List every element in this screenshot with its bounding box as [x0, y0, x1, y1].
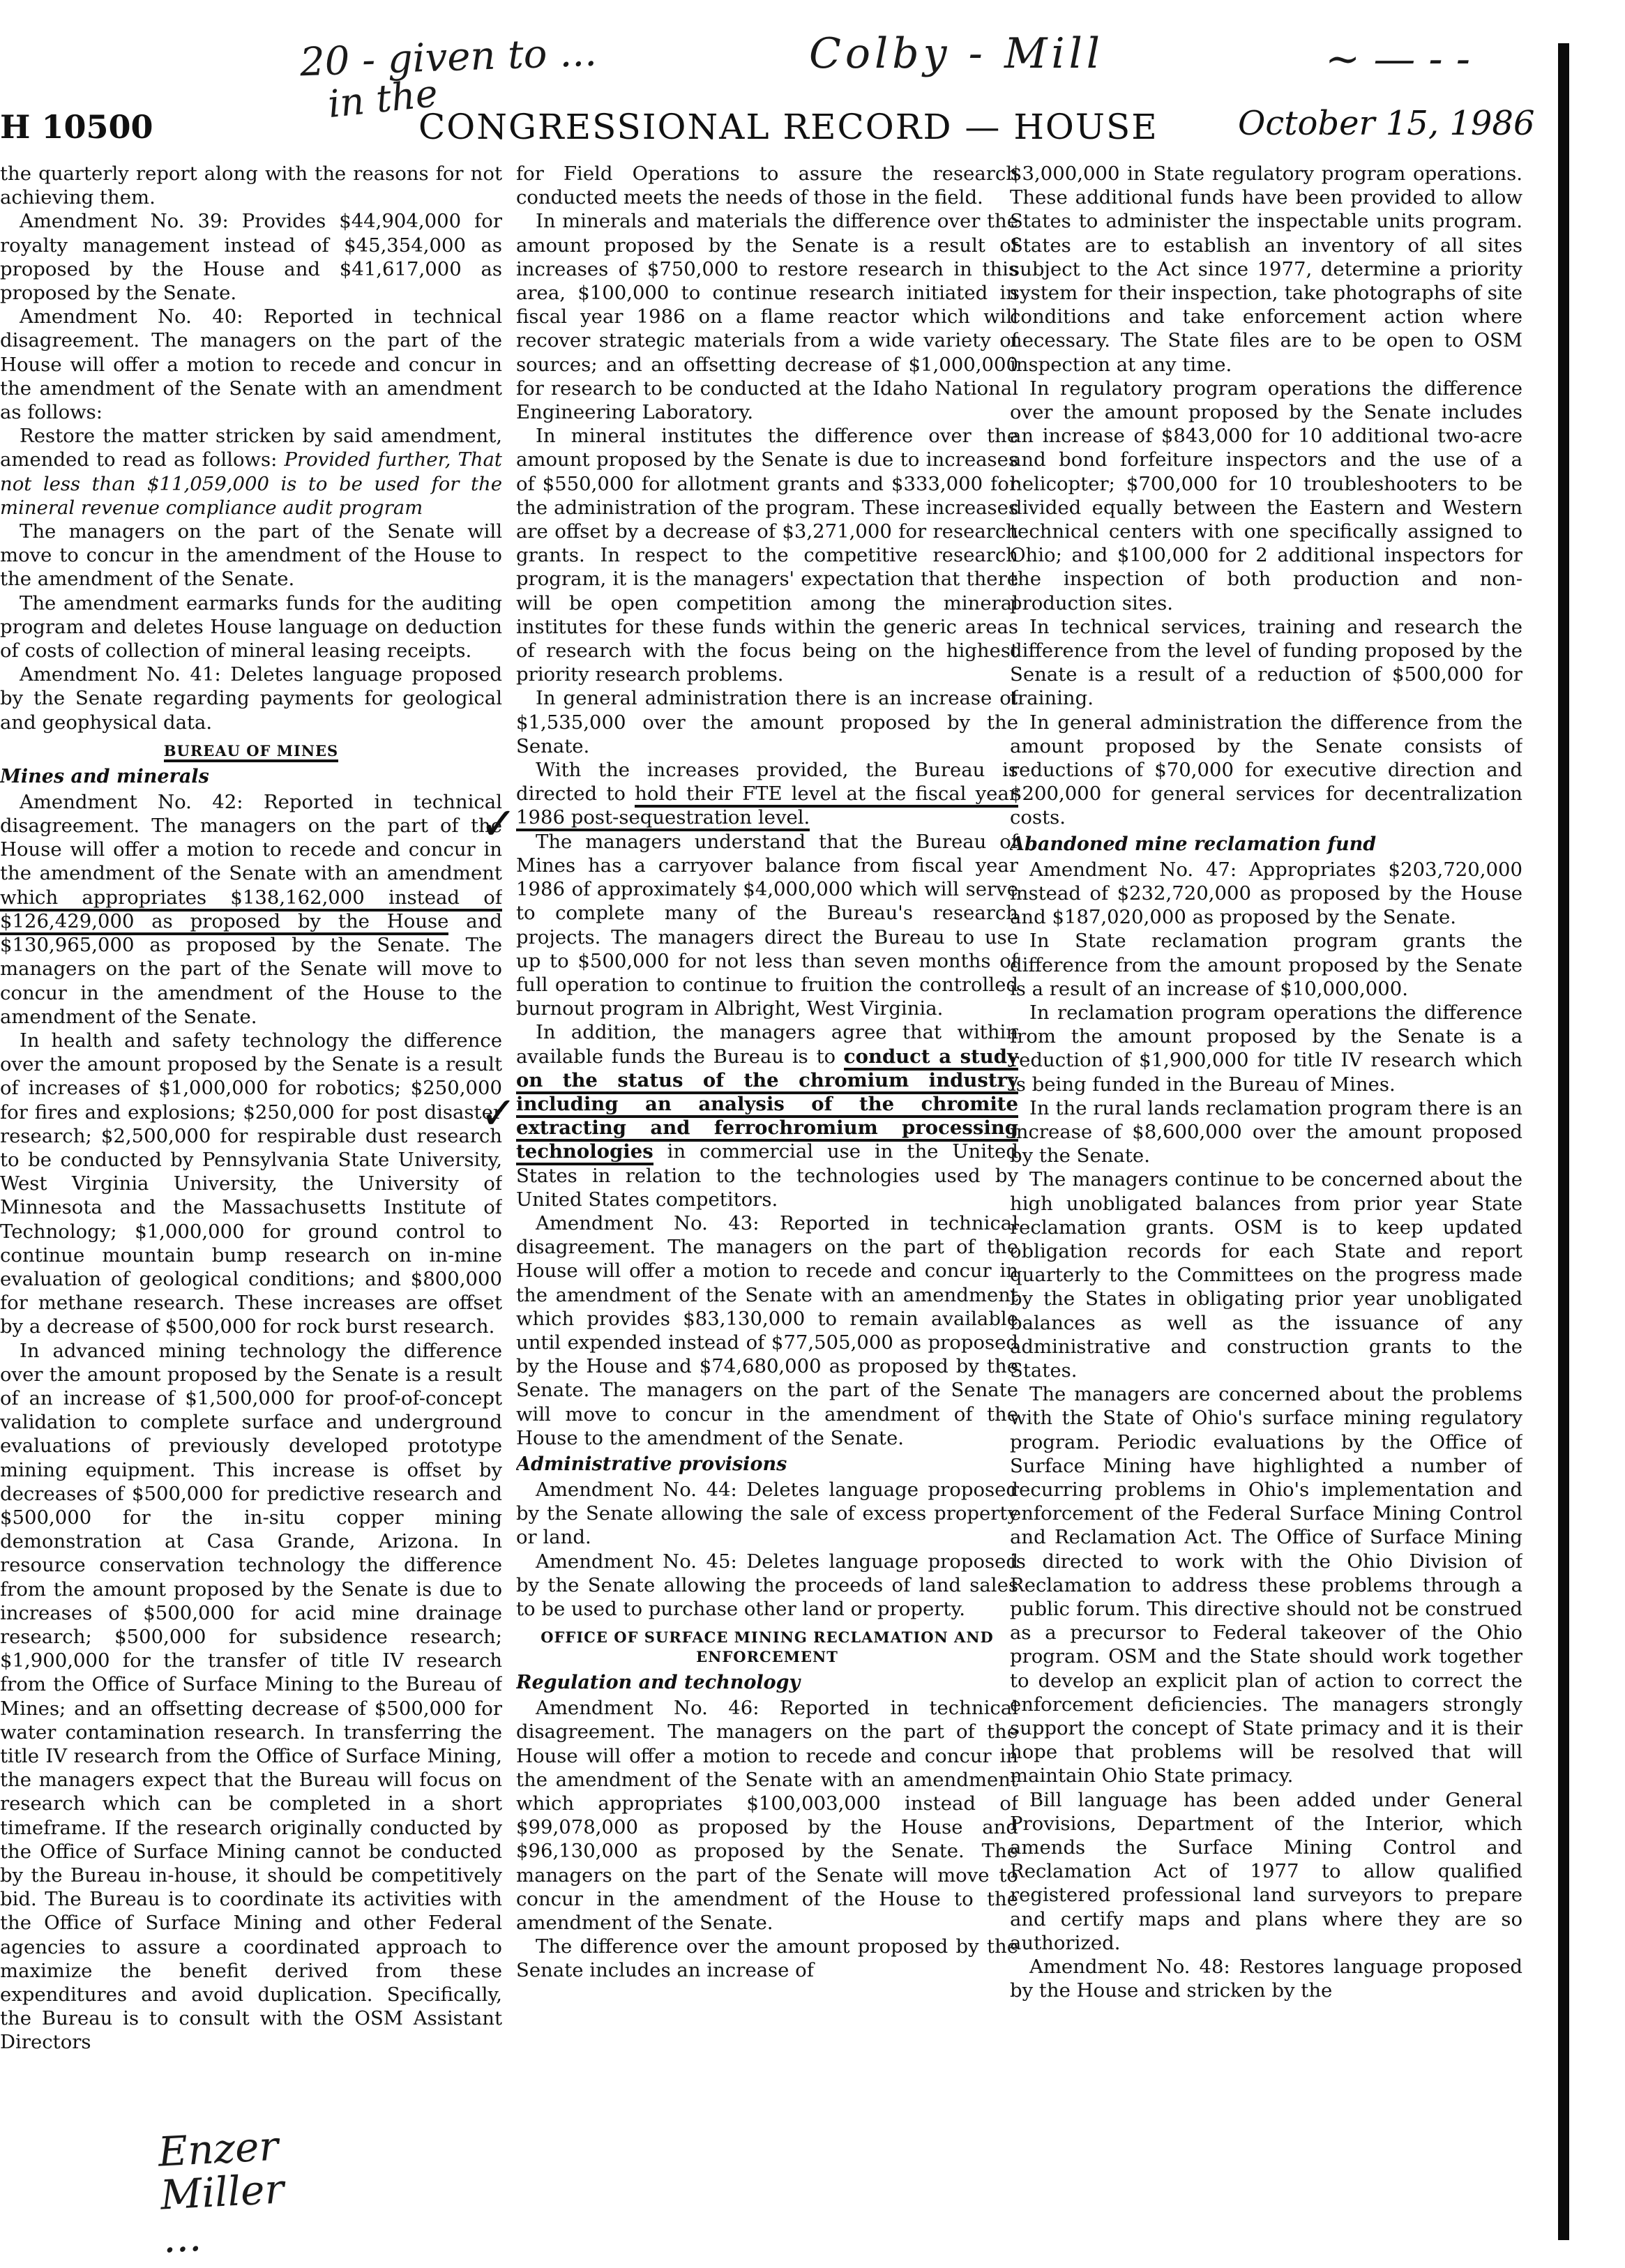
paragraph: Amendment No. 46: Reported in technical disagreement. The managers on the part of the House will offer a motion to recede and concur in the amendment of the Senate with an amendment which appropriates $100,003,000 instead of $99,078,000 as proposed by the House and $96,130,000 as proposed by the Senate. The managers on the part of the Senate will move to concur in the amendment of the House to the amendment of the Senate. [516, 1697, 1018, 1935]
paragraph: the quarterly report along with the reasons for not achieving them. [0, 162, 502, 209]
paragraph: In health and safety technology the difference over the amount proposed by the Senate is a result of increases of $1,000,000 for robotics; $250,000 for fires and explosions; $250,000 for post disaster research; $2,500,000 for respirable dust research to be conducted by Pennsylvania State University, West Virginia University, the University of Minnesota and the Massachusetts Institute of Technology; $1,000,000 for ground control to continue mountain bump research on in-mine evaluation of geological conditions; and $800,000 for methane research. These increases are offset by a decrease of $500,000 for rock burst research. [0, 1029, 502, 1338]
paragraph: Amendment No. 47: Appropriates $203,720,000 instead of $232,720,000 as proposed by the House and $187,020,000 as proposed by the Senate. [1010, 858, 1522, 929]
paragraph [0, 790, 502, 1029]
text-run: in commercial use in the United States in relation to the technologies used by United States competitors. [516, 1140, 1018, 1211]
handwritten-note-top-left: 20 - given to ... [298, 29, 598, 86]
paragraph: Amendment No. 40: Reported in technical disagreement. The managers on the part of the House will offer a motion to recede and concur in the amendment of the Senate with an amendment as follows: [0, 305, 502, 424]
underlined-text: conduct a study on the status of the chromium industry including an analysis of the chromite extracting and ferrochromium processing technologies [516, 1045, 1018, 1166]
paragraph: In reclamation program operations the difference from the amount proposed by the Senate is a reduction of $1,900,000 for title IV research which is being funded in the Bureau of Mines. [1010, 1001, 1522, 1096]
paragraph: In minerals and materials the difference over the amount proposed by the Senate is a result of increases of $750,000 to restore research in this area, $100,000 to continue research initiated in fiscal year 1986 on a flame reactor which will recover strategic materials from a wide variety of sources; and an offsetting decrease of $1,000,000 for research to be conducted at the Idaho National Engineering Laboratory. [516, 210, 1018, 424]
paragraph: In regulatory program operations the difference over the amount proposed by the Senate includes an increase of $843,000 for 10 additional two-acre and bond forfeiture inspectors and the use of a helicopter; $700,000 for 10 troubleshooters to be divided equally between the Eastern and Western technical centers with one specifically assigned to Ohio; and $100,000 for 2 additional inspectors for the inspection of both production and non-production sites. [1010, 377, 1522, 614]
checkmark-icon: ✓ [480, 799, 517, 850]
paragraph: In mineral institutes the difference over the amount proposed by the Senate is due to increases of $550,000 for allotment grants and $333,000 for the administration of the program. These increases are offset by a decrease of $3,271,000 for research grants. In respect to the competitive research program, it is the managers' expectation that there will be open competition among the mineral institutes for these funds within the generic areas of research with the focus being on the highest priority research problems. [516, 425, 1018, 686]
issue-date: October 15, 1986 [1238, 104, 1535, 143]
paragraph: In the rural lands reclamation program there is an increase of $8,600,000 over the amount proposed by the Senate. [1010, 1096, 1522, 1167]
paragraph: $3,000,000 in State regulatory program operations. These additional funds have been provided to allow States to administer the inspectable units program. States are to establish an inventory of all sites subject to the Act since 1977, determine a priority system for their inspection, take photographs of site conditions and take enforcement action where necessary. The State files are to be open to OSM inspection at any time. [1010, 162, 1522, 376]
paragraph: In advanced mining technology the difference over the amount proposed by the Senate is a result of an increase of $1,500,000 for proof-of-concept validation to complete surface and underground evaluations of previously developed prototype mining equipment. This increase is offset by decreases of $500,000 for predictive research and $500,000 for the in-situ copper mining demonstration at Casa Grande, Arizona. In resource conservation technology the difference from the amount proposed by the Senate is due to increases of $500,000 for acid mine drainage research; $500,000 for subsidence research; $1,900,000 for the transfer of title IV research from the Office of Surface Mining to the Bureau of Mines; and an offsetting decrease of $500,000 for water contamination research. In transferring the title IV research from the Office of Surface Mining, the managers expect that the Bureau will focus on research which can be completed in a short timeframe. If the research originally conducted by the Office of Surface Mining cannot be conducted by the Bureau in-house, it should be competitively bid. The Bureau is to coordinate its activities with the Office of Surface Mining and other Federal agencies to assure a coordinated approach to maximize the benefit derived from these expenditures and avoid duplication. Specifically, the Bureau is to consult with the OSM Assistant Directors [0, 1339, 502, 2054]
paragraph [516, 758, 1018, 830]
right-margin-rule [1558, 43, 1569, 2240]
subsection-heading: Regulation and technology [516, 1672, 801, 1694]
handwritten-note-in-the: in the [326, 70, 440, 127]
subsection-heading: Mines and minerals [0, 765, 209, 787]
subsection-heading: Abandoned mine reclamation fund [1010, 833, 1377, 855]
paragraph: Amendment No. 41: Deletes language proposed by the Senate regarding payments for geological and geophysical data. [0, 663, 502, 734]
paragraph: The amendment earmarks funds for the auditing program and deletes House language on deduction of costs of collection of mineral leasing receipts. [0, 591, 502, 663]
paragraph: The difference over the amount proposed by the Senate includes an increase of [516, 1935, 1018, 1982]
text-run: In addition, the managers agree that within available funds the Bureau is to [516, 1021, 1018, 1068]
paragraph: Amendment No. 44: Deletes language proposed by the Senate allowing the sale of excess property or land. [516, 1478, 1018, 1549]
paragraph: In State reclamation program grants the difference from the amount proposed by the Senate is a result of an increase of $10,000,000. [1010, 930, 1522, 1000]
handwritten-note-bottom: Enzer Miller ... [157, 2122, 285, 2262]
paragraph: In technical services, training and research the difference from the level of funding proposed by the Senate is a result of a reduction of $500,000 for training. [1010, 615, 1522, 710]
section-heading: OFFICE OF SURFACE MINING RECLAMATION AND ENFORCEMENT [541, 1628, 994, 1666]
page-header [0, 94, 1555, 157]
text-column-2 [516, 162, 1018, 2198]
paragraph: Bill language has been added under General Provisions, Department of the Interior, which amends the Surface Mining Control and Reclamation Act of 1977 to allow qualified registered professional land surveyors to prepare and certify maps and plans where they are so authorized. [1010, 1788, 1522, 1954]
text-run: and $130,965,000 as proposed by the Senate. The managers on the part of the Senate will move to concur in the amendment of the House to the amendment of the Senate. [0, 909, 502, 1028]
paragraph: The managers on the part of the Senate will move to concur in the amendment of the House to the amendment of the Senate. [0, 520, 502, 591]
underlined-text: hold their FTE level at the fiscal year 1986 post-sequestration level. [516, 783, 1018, 831]
paragraph: Amendment No. 48: Restores language proposed by the House and stricken by the [1010, 1956, 1522, 2002]
paragraph: In general administration the difference from the amount proposed by the Senate consists of reductions of $70,000 for executive direction and $200,000 for general services for decentralization costs. [1010, 711, 1522, 829]
masthead: CONGRESSIONAL RECORD — HOUSE [418, 107, 1158, 147]
paragraph: The managers are concerned about the problems with the State of Ohio's surface mining regulatory program. Periodic evaluations by the Office of Surface Mining have highlighted a number of recurring problems in Ohio's implementation and enforcement of the Federal Surface Mining Control and Reclamation Act. The Office of Surface Mining is directed to work with the Ohio Division of Reclamation to address these problems through a public forum. This directive should not be construed as a precursor to Federal takeover of the Ohio program. OSM and the State should work together to develop an explicit plan of action to correct the enforcement deficiencies. The managers strongly support the concept of State primacy and it is their hope that problems will be resolved that will maintain Ohio State primacy. [1010, 1383, 1522, 1787]
underlined-text: which appropriates $138,162,000 instead of $126,429,000 as proposed by the House [0, 886, 502, 935]
handwritten-note-top-right: ~ — - - [1325, 35, 1471, 84]
checkmark-icon: ✓ [480, 1088, 517, 1140]
subsection-heading: Administrative provisions [516, 1453, 787, 1475]
paragraph [516, 1020, 1018, 1211]
paragraph [0, 424, 502, 520]
text-run: With the increases provided, the Bureau is directed to [516, 759, 1018, 806]
paragraph: The managers understand that the Bureau of Mines has a carryover balance from fiscal year 1986 of approximately $4,000,000 which will serve to complete many of the Bureau's research projects. The managers direct the Bureau to use up to $500,000 for not less than seven months of full operation to continue to fruition the controlled burnout program in Albright, West Virginia. [516, 830, 1018, 1020]
paragraph: Amendment No. 39: Provides $44,904,000 for royalty management instead of $45,354,000 as proposed by the House and $41,617,000 as proposed by the Senate. [0, 210, 502, 305]
section-heading [0, 741, 502, 761]
paragraph: The managers continue to be concerned about the high unobligated balances from prior year State reclamation grants. OSM is to keep updated obligation records for each State and report quarterly to the Committees on the progress made by the States in obligating prior year unobligated balances as well as the issuance of any administrative and construction grants to the States. [1010, 1168, 1522, 1382]
paragraph: for Field Operations to assure the research conducted meets the needs of those in the field. [516, 162, 1018, 209]
paragraph: Amendment No. 45: Deletes language proposed by the Senate allowing the proceeds of land sales to be used to purchase other land or property. [516, 1550, 1018, 1620]
text-column-3 [1010, 162, 1522, 2198]
paragraph: In general administration there is an increase of $1,535,000 over the amount proposed by the Senate. [516, 687, 1018, 757]
italic-text: Provided further, That not less than $11,059,000 is to be used for the mineral revenue compliance audit program [0, 448, 502, 519]
paragraph: Amendment No. 43: Reported in technical disagreement. The managers on the part of the House will offer a motion to recede and concur in the amendment of the Senate with an amendment which provides $83,130,000 to remain available until expended instead of $77,505,000 as proposed by the House and $74,680,000 as proposed by the Senate. The managers on the part of the Senate will move to concur in the amendment of the House to the amendment of the Senate. [516, 1211, 1018, 1449]
heading-text: BUREAU OF MINES [164, 742, 338, 762]
handwritten-note-top-middle: Colby - Mill [809, 29, 1104, 78]
text-run: Restore the matter stricken by said amendment, amended to read as follows: [0, 425, 502, 471]
text-run: Amendment No. 42: Reported in technical disagreement. The managers on the part of the House will offer a motion to recede and concur in the amendment of the Senate with an amendment [0, 790, 502, 885]
text-column-1 [0, 162, 502, 2198]
page-number: H 10500 [0, 108, 153, 146]
